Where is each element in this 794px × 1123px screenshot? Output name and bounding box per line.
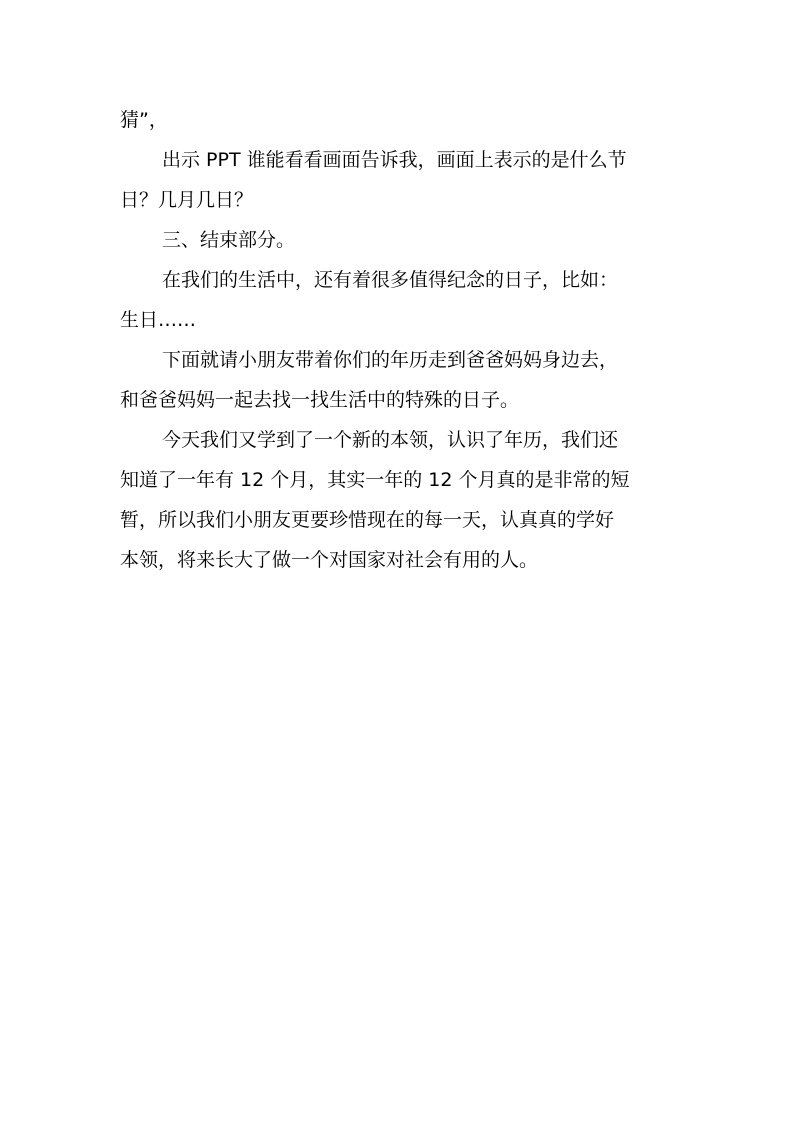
- text-line: 日？几月几日？: [120, 189, 254, 211]
- text-line: 生日……: [120, 309, 197, 331]
- text-line: 暂，所以我们小朋友更要珍惜现在的每一天，认真真的学好: [120, 509, 615, 531]
- text-line: 在我们的生活中，还有着很多值得纪念的日子，比如：: [162, 269, 619, 291]
- text-line: 出示 PPT 谁能看看画面告诉我，画面上表示的是什么节: [162, 149, 627, 171]
- text-line: 本领，将来长大了做一个对国家对社会有用的人。: [120, 549, 539, 571]
- document-body: [120, 100, 678, 580]
- text-line: 和爸爸妈妈一起去找一找生活中的特殊的日子。: [120, 389, 520, 411]
- text-line: 今天我们又学到了一个新的本领，认识了年历，我们还: [162, 429, 619, 451]
- text-line: 知道了一年有 12 个月，其实一年的 12 个月真的是非常的短: [120, 469, 630, 491]
- text-line: 猜”，: [120, 109, 168, 131]
- text-line: 下面就请小朋友带着你们的年历走到爸爸妈妈身边去，: [162, 349, 619, 371]
- section-heading: 三、结束部分。: [162, 229, 296, 251]
